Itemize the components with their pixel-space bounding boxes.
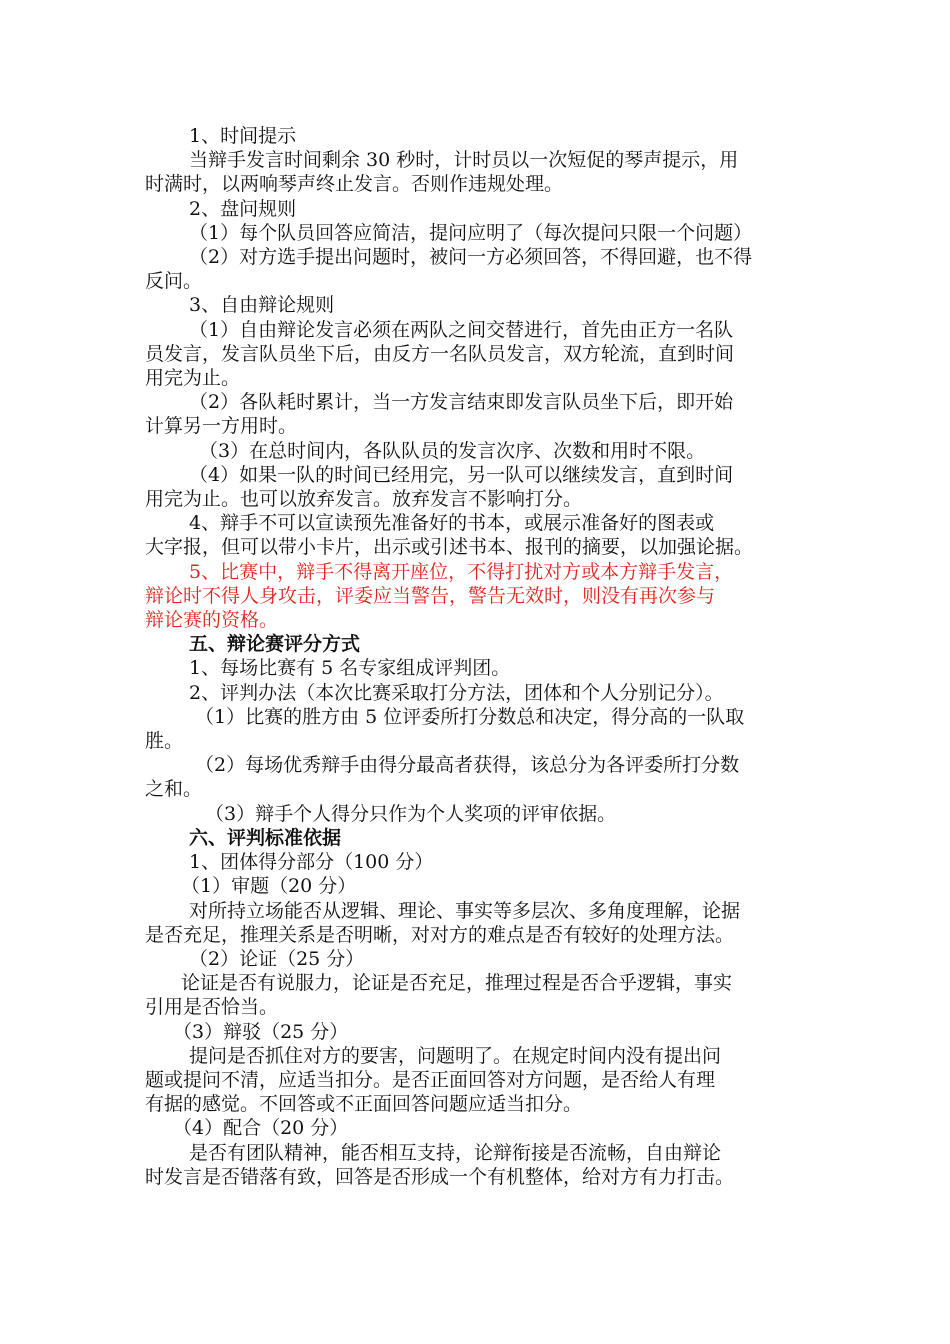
paragraph-line: （3）辩手个人得分只作为个人奖项的评审依据。 (205, 802, 617, 825)
section-heading-judging-criteria: 六、评判标准依据 (189, 826, 342, 849)
rule-heading-time-alert: 1、时间提示 (189, 125, 297, 147)
paragraph-line: 大字报，但可以带小卡片，出示或引述书本、报刊的摘要，以加强论据。 (145, 536, 754, 559)
paragraph-line: 反问。 (145, 270, 203, 293)
paragraph-line: 1、每场比赛有 5 名专家组成评判团。 (189, 657, 511, 680)
paragraph-line: （2）论证（25 分） (189, 947, 365, 970)
paragraph-line: （1）自由辩论发言必须在两队之间交替进行，首先由正方一名队 (189, 318, 734, 341)
rule-heading-free-debate: 3、自由辩论规则 (189, 294, 335, 317)
section-heading-scoring-method: 五、辩论赛评分方式 (189, 633, 361, 656)
paragraph-line: （3）辩驳（25 分） (173, 1020, 349, 1043)
paragraph-line: 2、评判办法（本次比赛采取打分方法，团体和个人分别记分）。 (189, 681, 724, 704)
paragraph-line: 之和。 (145, 778, 203, 801)
paragraph-line: 用完为止。也可以放弃发言。放弃发言不影响打分。 (145, 488, 583, 511)
paragraph-line: 1、团体得分部分（100 分） (189, 851, 434, 874)
paragraph-line: 员发言，发言队员坐下后，由反方一名队员发言，双方轮流，直到时间 (145, 342, 735, 365)
paragraph-line: 当辩手发言时间剩余 30 秒时，计时员以一次短促的琴声提示，用 (189, 149, 739, 172)
paragraph-line: 论证是否有说服力，论证是否充足，推理过程是否合乎逻辑，事实 (181, 972, 733, 995)
paragraph-line: 计算另一方用时。 (145, 415, 298, 438)
paragraph-line: （1）审题（20 分） (181, 875, 357, 898)
paragraph-line: 对所持立场能否从逻辑、理论、事实等多层次、多角度理解，论据 (189, 899, 741, 922)
paragraph-line: 是否有团队精神，能否相互支持，论辩衔接是否流畅，自由辩论 (189, 1141, 722, 1164)
paragraph-line: （2）对方选手提出问题时，被问一方必须回答，不得回避，也不得 (189, 246, 753, 269)
paragraph-line: 时发言是否错落有致，回答是否形成一个有机整体，给对方有力打击。 (145, 1165, 735, 1188)
paragraph-line: 提问是否抓住对方的要害，问题明了。在规定时间内没有提出问 (189, 1044, 722, 1067)
warning-line: 辩论赛的资格。 (145, 609, 279, 632)
paragraph-line: （1）比赛的胜方由 5 位评委所打分数总和决定，得分高的一队取 (195, 705, 745, 728)
paragraph-line: 时满时，以两响琴声终止发言。否则作违规处理。 (145, 173, 564, 196)
paragraph-line: 用完为止。 (145, 367, 241, 390)
warning-line: 5、比赛中，辩手不得离开座位，不得打扰对方或本方辩手发言， (189, 560, 734, 583)
warning-line: 辩论时不得人身攻击，评委应当警告，警告无效时，则没有再次参与 (145, 584, 716, 607)
paragraph-line: 题或提问不清，应适当扣分。是否正面回答对方问题，是否给人有理 (145, 1068, 716, 1091)
paragraph-line: （2）每场优秀辩手由得分最高者获得，该总分为各评委所打分数 (195, 754, 740, 777)
paragraph-line: （1）每个队员回答应简洁，提问应明了（每次提问只限一个问题） (189, 221, 753, 244)
paragraph-line: 4、辩手不可以宣读预先准备好的书本，或展示准备好的图表或 (189, 512, 715, 535)
paragraph-line: （4）配合（20 分） (173, 1117, 349, 1140)
paragraph-line: （3）在总时间内，各队队员的发言次序、次数和用时不限。 (199, 439, 706, 462)
rule-heading-questioning: 2、盘问规则 (189, 197, 297, 220)
paragraph-line: 引用是否恰当。 (145, 996, 279, 1019)
paragraph-line: 是否充足，推理关系是否明晰，对对方的难点是否有较好的处理方法。 (145, 923, 735, 946)
paragraph-line: （4）如果一队的时间已经用完，另一队可以继续发言，直到时间 (189, 463, 734, 486)
paragraph-line: （2）各队耗时累计，当一方发言结束即发言队员坐下后，即开始 (189, 391, 734, 414)
paragraph-line: 胜。 (145, 730, 184, 753)
document-body (145, 124, 810, 1189)
paragraph-line: 有据的感觉。不回答或不正面回答问题应适当扣分。 (145, 1093, 583, 1116)
